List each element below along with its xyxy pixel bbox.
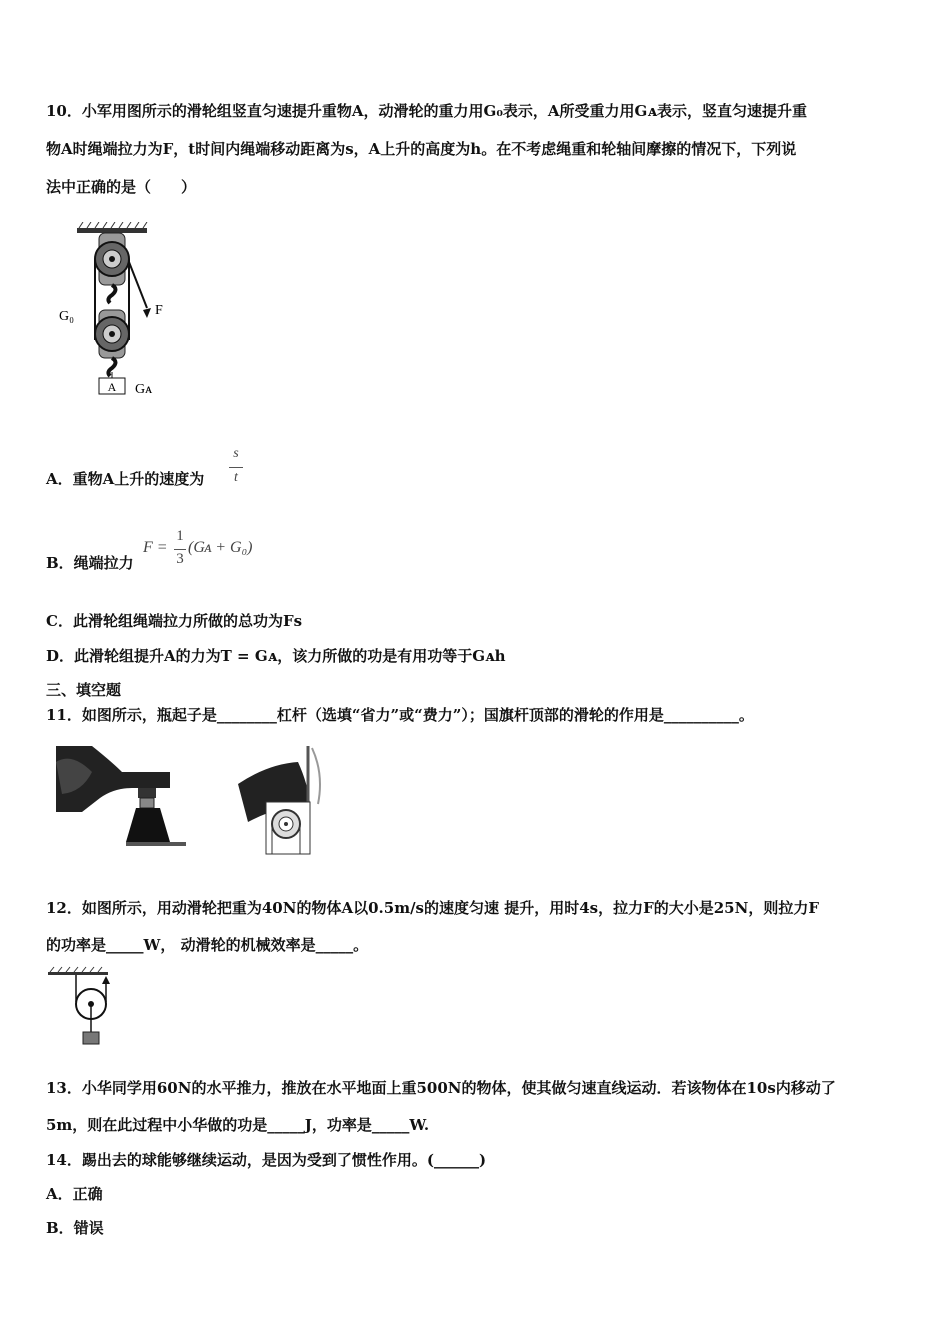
q12-line2: 的功率是_____W， 动滑轮的机械效率是_____。 <box>46 936 369 954</box>
q12-line1: 12．如图所示，用动滑轮把重为40N的物体A以0.5m/s的速度匀速 提升，用时4s，拉力F的大小是25N，则拉力F <box>46 899 819 917</box>
q10-option-d: D．此滑轮组提升A的力为T = Gᴀ，该力所做的功是有用功等于Gᴀh <box>46 647 506 665</box>
flagpole-pulley-figure <box>228 744 328 856</box>
q10-option-c: C．此滑轮组绳端拉力所做的总功为Fs <box>46 612 303 630</box>
pulley-block-figure <box>55 222 175 402</box>
fig-label-ga: Gᴀ <box>135 382 153 397</box>
option-a-denominator: t <box>234 470 238 485</box>
option-b-lhs: F = <box>143 539 168 556</box>
q14-option-a: A．正确 <box>46 1185 103 1203</box>
fig-label-a: A <box>107 380 117 394</box>
option-b-one: 1 <box>176 528 184 544</box>
q14-option-b: B．错误 <box>46 1219 104 1237</box>
option-a-fraction-bar <box>229 467 243 468</box>
q10-option-b: B．绳端拉力 <box>46 554 134 572</box>
q10-option-a: A．重物A上升的速度为 <box>46 470 205 488</box>
option-b-rhs: (Gᴀ + G₀) <box>188 539 253 556</box>
fig-label-g0: G₀ <box>59 309 74 324</box>
q10-line2: 物A时绳端拉力为F，t时间内绳端移动距离为s，A上升的高度为h。在不考虑绳重和轮轴间摩擦的情况下，下列说 <box>46 140 797 158</box>
option-a-numerator: s <box>233 446 239 461</box>
q10-line1: 10．小军用图所示的滑轮组竖直匀速提升重物A，动滑轮的重力用G₀表示，A所受重力用Gᴀ表示，竖直匀速提升重 <box>46 102 807 120</box>
bottle-opener-figure <box>52 742 192 850</box>
q10-line3: 法中正确的是（ ） <box>46 178 197 196</box>
q13-line2: 5m，则在此过程中小华做的功是_____J，功率是_____W. <box>46 1116 430 1134</box>
section-title-fill-blank: 三、填空题 <box>46 681 122 699</box>
option-b-three: 3 <box>176 551 184 567</box>
movable-pulley-figure <box>44 966 114 1048</box>
q13-line1: 13．小华同学用60N的水平推力，推放在水平地面上重500N的物体，使其做匀速直线运动．若该物体在10s内移动了 <box>46 1079 836 1097</box>
q11-text: 11．如图所示，瓶起子是________杠杆（选填“省力”或“费力”）；国旗杆顶部的滑轮的作用是__________。 <box>46 706 754 724</box>
fig-label-f: F <box>155 303 163 318</box>
option-b-fraction-bar <box>174 549 186 550</box>
q14-stem: 14．踢出去的球能够继续运动，是因为受到了惯性作用。(______) <box>46 1151 487 1169</box>
